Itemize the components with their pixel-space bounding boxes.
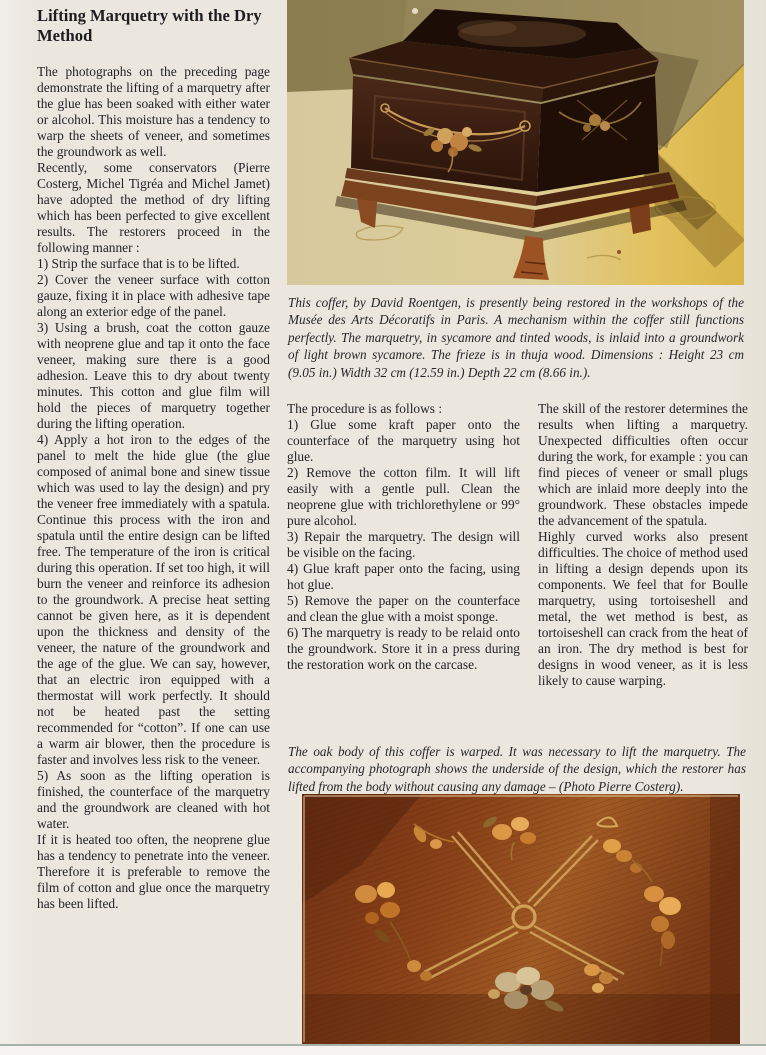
page-bottom-edge [0,1044,766,1055]
procedure-step: 4) Glue kraft paper onto the facing, using hot glue. [287,561,520,592]
page-title: Lifting Marquetry with the Dry Method [37,6,262,45]
coffer-caption: This coffer, by David Roentgen, is presently being restored in the workshops of the Musée des Arts Décoratifs in Paris. A mechanism within the coffer still functions perfectly. The marquetry, in sycamore and tinted woods, is inlaid into a groundwork of light brown sycamore. The frieze is in thuja wood. Dimensions : Height 23 cm (9.05 in.) Width 32 cm (12.59 in.) Depth 22 cm (8.66 in.). [288,295,744,380]
procedure-step: 6) The marquetry is ready to be relaid onto the groundwork. Store it in a press during the restoration work on the carcase. [287,625,520,672]
paragraph: 2) Cover the veneer surface with cotton gauze, fixing it in place with adhesive tape along an exterior edge of the panel. [37,272,270,319]
paragraph: The skill of the restorer determines the results when lifting a marquetry. Unexpected difficulties often occur during the work, for example : you can find pieces of veneer or small plugs which are inlaid more deeply into the groundwork. These obstacles impede the advancement of the spatula. [538,401,748,528]
marquetry-photo-illustration [302,794,740,1044]
paragraph: 3) Using a brush, coat the cotton gauze with neoprene glue and tap it onto the face veneer, making sure there is a good adhesion. Leave this to dry about twenty minutes. This cotton and glue film will hold the pieces of marquetry together during the lifting operation. [37,320,270,431]
marquetry-photo [302,794,740,1043]
procedure-step: 2) Remove the cotton film. It will lift easily with a gentle pull. Clean the neoprene glue with trichlorethylene or 99° pure alcohol. [287,465,520,528]
paragraph: Highly curved works also present difficulties. The choice of method used in lifting a design depends upon its components. We feel that for Boulle marquetry, using tortoiseshell and metal, the wet method is best, as tortoiseshell can crack from the heat of an iron. The dry method is best for designs in wood veneer, as it is less likely to cause warping. [538,529,748,688]
procedure-intro: The procedure is as follows : [287,401,443,416]
procedure-step: 1) Glue some kraft paper onto the counterface of the marquetry using hot glue. [287,417,520,464]
marquetry-caption: The oak body of this coffer is warped. It was necessary to lift the marquetry. The accompanying photograph shows the underside of the design, which the restorer has lifted from the body without causing any damage – (Photo Pierre Costerg). [288,744,746,794]
floor-speck [617,250,621,254]
paragraph: If it is heated too often, the neoprene glue has a tendency to penetrate into the veneer. Therefore it is preferable to remove the film of cotton and glue once the marquetry has been lifted. [37,832,270,911]
paragraph: 5) As soon as the lifting operation is finished, the counterface of the marquetry and the groundwork are cleaned with hot water. [37,768,270,831]
paragraph: Recently, some conservators (Pierre Costerg, Michel Tigréa and Michel Jamet) have adopted the method of dry lifting which has been perfected to give excellent results. The restorers proceed in the following manner : [37,160,270,255]
left-column-text [37,64,270,912]
left-column [37,6,270,912]
paragraph: 4) Apply a hot iron to the edges of the panel to melt the hide glue (the glue composed of animal bone and sinew tissue which was used to lay the design) and pry the veneer free immediately with a spatula. Continue this process with the iron and spatula until the entire design can be lifted free. The temperature of the iron is critical during this operation. If set too high, it will burn the veneer and reinforce its adhesion to the groundwork. A precise heat setting cannot be given here, as it is dependent upon the thickness and density of the veneer, the nature of the groundwork and the age of the glue. We can say, however, that an electric iron equipped with a thermostat will work perfectly. It should not be heated past the setting recommended for “cotton”. If one can use a warm air blower, then the procedure is faster and involves less risk to the veneer. [37,432,270,767]
paragraph: The photographs on the preceding page demonstrate the lifting of a marquetry after the glue has been soaked with either water or alcohol. This moisture has a tendency to warp the sheets of veneer, and sometimes the groundwork as well. [37,64,270,159]
procedure-step: 3) Repair the marquetry. The design will be visible on the facing. [287,529,520,560]
paragraph: 1) Strip the surface that is to be lifted. [37,256,240,271]
procedure-column [287,401,520,673]
coffer-photo-illustration [287,0,744,285]
coffer-photo [287,0,744,284]
procedure-step: 5) Remove the paper on the counterface and clean the glue with a moist sponge. [287,593,520,624]
skill-column [538,401,748,689]
